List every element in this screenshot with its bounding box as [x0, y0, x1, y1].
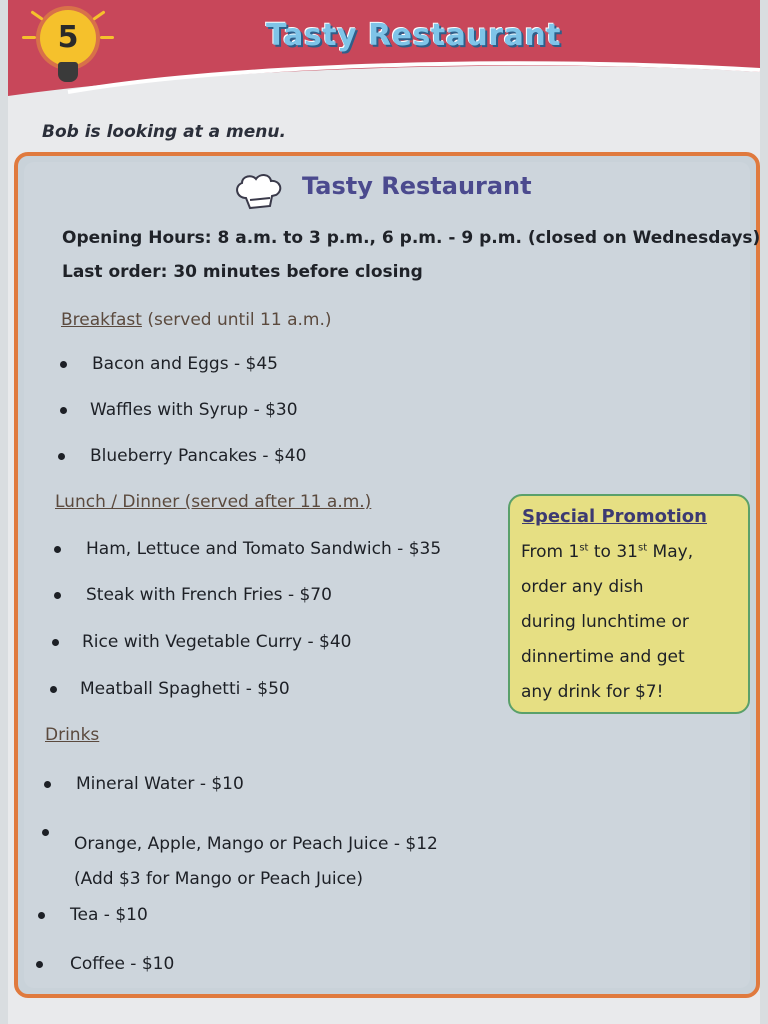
bullet [44, 781, 51, 788]
promotion-box [508, 494, 750, 714]
promotion-line: any drink for $7! [521, 682, 664, 702]
menu-title: Tasty Restaurant [302, 172, 532, 200]
breakfast-heading [61, 310, 332, 330]
bullet [38, 912, 45, 919]
lunch-dinner-heading: Lunch / Dinner (served after 11 a.m.) [55, 492, 372, 512]
chef-hat-icon [232, 172, 286, 212]
menu-item: Coffee - $10 [70, 954, 175, 974]
menu-item: Waffles with Syrup - $30 [90, 400, 298, 420]
menu-item: Tea - $10 [70, 905, 148, 925]
page-title: Tasty Restaurant [266, 18, 562, 53]
breakfast-heading-note: (served until 11 a.m.) [141, 310, 332, 330]
bullet [60, 407, 67, 414]
menu-item: Mineral Water - $10 [76, 774, 244, 794]
last-order: Last order: 30 minutes before closing [62, 262, 423, 282]
menu-item: Meatball Spaghetti - $50 [80, 679, 290, 699]
menu-item: Rice with Vegetable Curry - $40 [82, 632, 352, 652]
menu-item: Blueberry Pancakes - $40 [90, 446, 307, 466]
bullet [54, 546, 61, 553]
menu-item: Steak with French Fries - $70 [86, 585, 332, 605]
bullet [54, 592, 61, 599]
opening-hours: Opening Hours: 8 a.m. to 3 p.m., 6 p.m. - 9 p.m. (closed on Wednesdays) [62, 228, 761, 248]
bullet [50, 686, 57, 693]
bullet [60, 361, 67, 368]
unit-number: 5 [57, 20, 79, 55]
intro-text: Bob is looking at a menu. [42, 122, 286, 142]
drinks-heading: Drinks [45, 725, 100, 745]
juice-note: (Add $3 for Mango or Peach Juice) [74, 869, 364, 889]
bulb-ray [100, 36, 114, 39]
promotion-line: during lunchtime or [521, 612, 689, 632]
promotion-dates [521, 542, 693, 562]
bullet [42, 829, 49, 836]
bulb-ray [22, 36, 36, 39]
menu-item: Bacon and Eggs - $45 [92, 354, 278, 374]
ordinal-suffix: st [579, 542, 589, 554]
bullet [58, 453, 65, 460]
promotion-text: May, [647, 542, 694, 562]
menu-item: Ham, Lettuce and Tomato Sandwich - $35 [86, 539, 442, 559]
bullet [36, 961, 43, 968]
promotion-text: to 31 [588, 542, 638, 562]
header-curve [8, 58, 760, 118]
promotion-text: From 1 [521, 542, 580, 562]
menu-item: Orange, Apple, Mango or Peach Juice - $12 [74, 834, 438, 854]
promotion-line: dinnertime and get [521, 647, 685, 667]
ordinal-suffix: st [638, 542, 648, 554]
promotion-title: Special Promotion [522, 506, 707, 527]
bullet [52, 639, 59, 646]
breakfast-heading-label: Breakfast [61, 310, 142, 330]
promotion-line: order any dish [521, 577, 644, 597]
